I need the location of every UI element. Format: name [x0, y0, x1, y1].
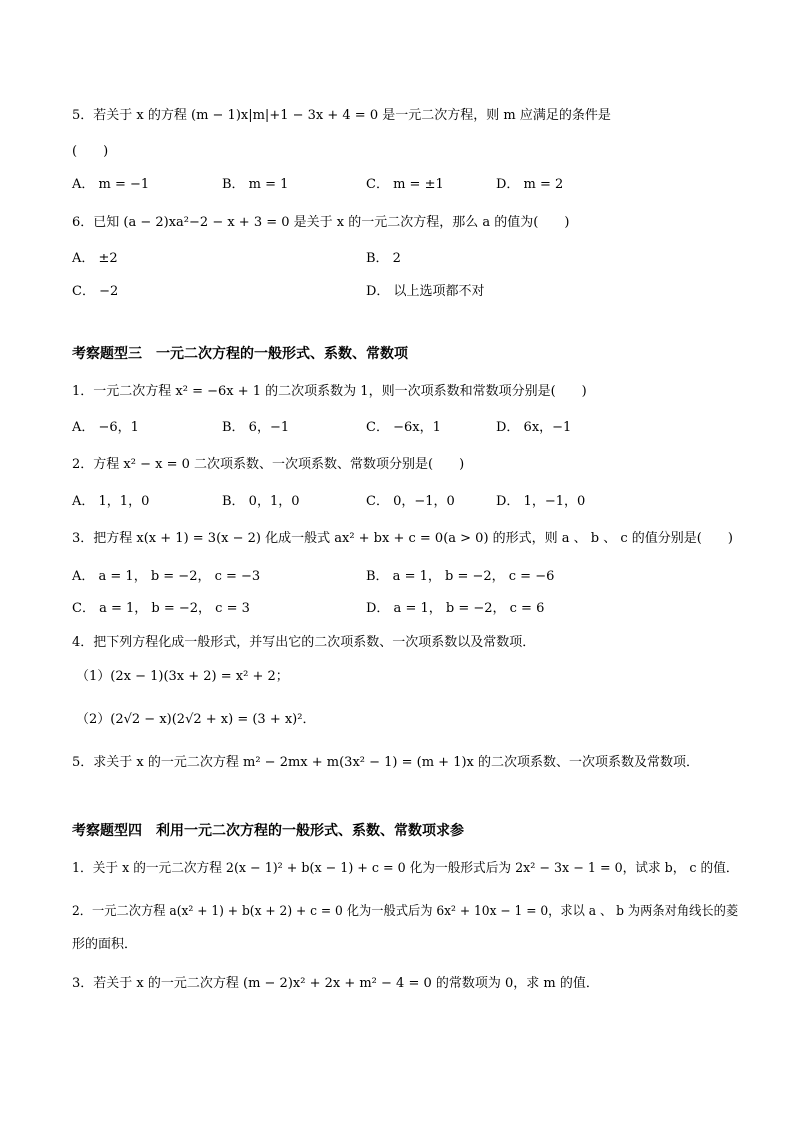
- s3-question-2-option-c[interactable]: C． 0，−1，0: [366, 494, 455, 509]
- s4-question-2-line-2: 形的面积．: [72, 937, 138, 952]
- question-5-option-b[interactable]: B． m = 1: [222, 177, 289, 192]
- question-5-stem: 5．若关于 x 的方程 (m − 1)x|m|+1 − 3x + 4 = 0 是一元二次方程，则 m 应满足的条件是: [72, 108, 611, 123]
- s3-question-1-option-d[interactable]: D． 6x，−1: [496, 420, 572, 435]
- s3-question-2-option-b[interactable]: B． 0，1，0: [222, 494, 300, 509]
- s3-question-3-option-c[interactable]: C． a = 1， b = −2， c = 3: [72, 601, 250, 616]
- question-6-stem: 6．已知 (a − 2)xa²−2 − x + 3 = 0 是关于 x 的一元二次方程，那么 a 的值为( ): [72, 215, 570, 230]
- s3-question-3-option-a[interactable]: A． a = 1， b = −2， c = −3: [72, 569, 261, 584]
- s3-question-1-stem: 1．一元二次方程 x² = −6x + 1 的二次项系数为 1，则一次项系数和常数项分别是( ): [72, 384, 587, 399]
- s4-question-1: 1．关于 x 的一元二次方程 2(x − 1)² + b(x − 1) + c = 0 化为一般形式后为 2x² − 3x − 1 = 0，试求 b， c 的值．: [72, 861, 739, 876]
- s3-question-1-option-b[interactable]: B． 6，−1: [222, 420, 290, 435]
- question-6-option-d[interactable]: D． 以上选项都不对: [366, 284, 485, 299]
- question-5-option-c[interactable]: C． m = ±1: [366, 177, 444, 192]
- s3-question-5-stem: 5．求关于 x 的一元二次方程 m² − 2mx + m(3x² − 1) = (m + 1)x 的二次项系数、一次项系数及常数项．: [72, 755, 700, 770]
- s4-question-2-line-1: 2．一元二次方程 a(x² + 1) + b(x + 2) + c = 0 化为一般式后为 6x² + 10x − 1 = 0，求以 a 、 b 为两条对角线长的菱: [72, 904, 739, 919]
- s3-question-3-option-b[interactable]: B． a = 1， b = −2， c = −6: [366, 569, 555, 584]
- question-6-option-c[interactable]: C． −2: [72, 284, 119, 299]
- section-4-title: 考察题型四 利用一元二次方程的一般形式、系数、常数项求参: [72, 823, 464, 839]
- question-5-option-d[interactable]: D． m = 2: [496, 177, 564, 192]
- s3-question-4-sub-1: （1）(2x − 1)(3x + 2) = x² + 2；: [76, 669, 289, 684]
- s3-question-3-option-d[interactable]: D． a = 1， b = −2， c = 6: [366, 601, 545, 616]
- s3-question-2-stem: 2．方程 x² − x = 0 二次项系数、一次项系数、常数项分别是( ): [72, 457, 465, 472]
- question-6-option-a[interactable]: A． ±2: [72, 251, 118, 266]
- s3-question-1-option-c[interactable]: C． −6x，1: [366, 420, 441, 435]
- s3-question-4-stem: 4．把下列方程化成一般形式，并写出它的二次项系数、一次项系数以及常数项．: [72, 635, 536, 650]
- question-5-answer-paren: ( ): [72, 144, 109, 159]
- question-6-option-b[interactable]: B． 2: [366, 251, 401, 266]
- s3-question-4-sub-2: （2）(2√2 − x)(2√2 + x) = (3 + x)²．: [76, 712, 316, 727]
- s3-question-1-option-a[interactable]: A． −6，1: [72, 420, 139, 435]
- s4-question-3: 3．若关于 x 的一元二次方程 (m − 2)x² + 2x + m² − 4 = 0 的常数项为 0，求 m 的值．: [72, 976, 599, 991]
- s3-question-2-option-d[interactable]: D． 1，−1，0: [496, 494, 586, 509]
- s3-question-2-option-a[interactable]: A． 1，1，0: [72, 494, 150, 509]
- section-3-title: 考察题型三 一元二次方程的一般形式、系数、常数项: [72, 346, 408, 362]
- s3-question-3-stem: 3．把方程 x(x + 1) = 3(x − 2) 化成一般式 ax² + bx + c = 0(a > 0) 的形式，则 a 、 b 、 c 的值分别是( ): [72, 531, 733, 546]
- question-5-option-a[interactable]: A． m = −1: [72, 177, 150, 192]
